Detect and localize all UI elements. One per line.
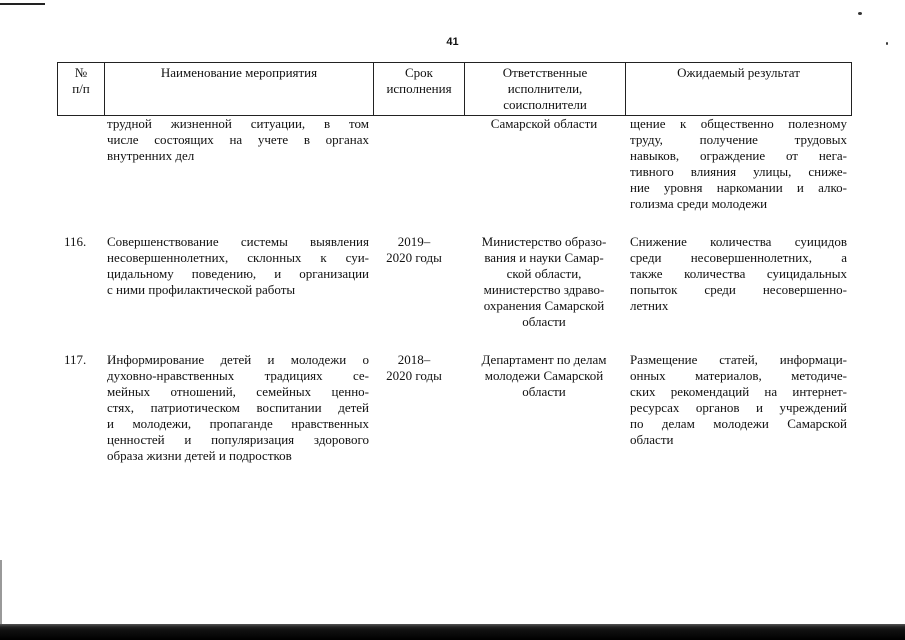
scan-edge [0, 560, 2, 624]
text-line: охранения Самарской [483, 298, 605, 313]
text-line: ских рекомендаций на интернет- [630, 384, 847, 399]
text-line: области [630, 432, 674, 447]
text-line: несовершеннолетних, склонных к суи- [107, 250, 369, 265]
text-line: 2020 годы [386, 368, 442, 383]
text-line: Срок [405, 65, 433, 80]
text-line: навыков, ограждение от нега- [630, 148, 847, 163]
text-line: числе состоящих на учете в органах [107, 132, 369, 147]
row-result [630, 234, 847, 314]
text-line: с ними профилактической работы [107, 282, 296, 297]
header-name [105, 63, 374, 116]
text-line: тивного влияния улицы, сниже- [630, 164, 847, 179]
header-term [374, 63, 465, 116]
text-line: ние уровня наркомании и алко- [630, 180, 847, 195]
header-num [58, 63, 105, 116]
row-responsible [464, 116, 624, 132]
scan-artifact-top [0, 3, 45, 5]
row-term [374, 234, 454, 266]
text-line: области [522, 384, 566, 399]
text-line: духовно-нравственных традициях се- [107, 368, 369, 383]
text-line: Наименование мероприятия [160, 65, 318, 80]
scan-artifact-bottom [0, 624, 905, 640]
text-line: цидальному поведению, и организации [107, 266, 369, 281]
row-result [630, 116, 847, 212]
text-line: ценностей и популяризация здорового [107, 432, 369, 447]
text-line: мейных отношений, семейных ценно- [107, 384, 369, 399]
text-line: молодежи Самарской [484, 368, 604, 383]
header-responsible [465, 63, 626, 116]
text-line: 2018– [397, 352, 431, 367]
text-line: онных материалов, методиче- [630, 368, 847, 383]
text-line: Министерство образо- [481, 234, 607, 249]
row-term [374, 352, 454, 384]
text-line: исполнители, [507, 81, 583, 96]
text-line: п/п [72, 81, 90, 96]
text-line: внутренних дел [107, 148, 195, 163]
table-row [57, 352, 851, 472]
text-line: 2020 годы [386, 250, 442, 265]
text-line: образа жизни детей и подростков [107, 448, 292, 463]
text-line: ресурсах органов и учреждений [630, 400, 847, 415]
row-activity [107, 352, 369, 464]
text-line: Департамент по делам [481, 352, 607, 367]
text-line: по делам молодежи Самарской [630, 416, 847, 431]
text-line: области [522, 314, 566, 329]
table-header [57, 62, 852, 116]
row-responsible [464, 352, 624, 400]
text-line: № [74, 65, 88, 80]
text-line: Размещение статей, информаци- [630, 352, 847, 367]
row-number: 117. [64, 352, 87, 367]
text-line: и молодежи, пропаганде нравственных [107, 416, 369, 431]
text-line: летних [630, 298, 669, 313]
page-number: 41 [446, 36, 459, 48]
header-result [626, 63, 852, 116]
text-line: Информирование детей и молодежи о [107, 352, 369, 367]
text-line: стях, патриотическом воспитании детей [107, 400, 369, 415]
text-line: исполнения [386, 81, 452, 96]
text-line: министерство здраво- [483, 282, 605, 297]
text-line: также количества суицидальных [630, 266, 847, 281]
text-line: трудной жизненной ситуации, в том [107, 116, 369, 131]
row-number: 116. [64, 234, 87, 249]
row-result [630, 352, 847, 448]
text-line: среди несовершеннолетних, а [630, 250, 847, 265]
text-line: попыток среди несовершенно- [630, 282, 847, 297]
text-line: Совершенствование системы выявления [107, 234, 369, 249]
text-line: 2019– [397, 234, 431, 249]
row-responsible [464, 234, 624, 330]
text-line: Ожидаемый результат [677, 65, 800, 80]
text-line: голизма среди молодежи [630, 196, 768, 211]
text-line: Ответственные [502, 65, 588, 80]
text-line: труду, получение трудовых [630, 132, 847, 147]
scan-speck [858, 12, 862, 15]
text-line: Самарской области [490, 116, 598, 131]
row-activity [107, 116, 369, 164]
table-row [57, 234, 851, 354]
row-activity [107, 234, 369, 298]
text-line: ской области, [506, 266, 582, 281]
text-line: соисполнители [503, 97, 587, 112]
text-line: щение к общественно полезному [630, 116, 847, 131]
text-line: вания и науки Самар- [484, 250, 604, 265]
table-row [57, 116, 851, 236]
text-line: Снижение количества суицидов [630, 234, 847, 249]
